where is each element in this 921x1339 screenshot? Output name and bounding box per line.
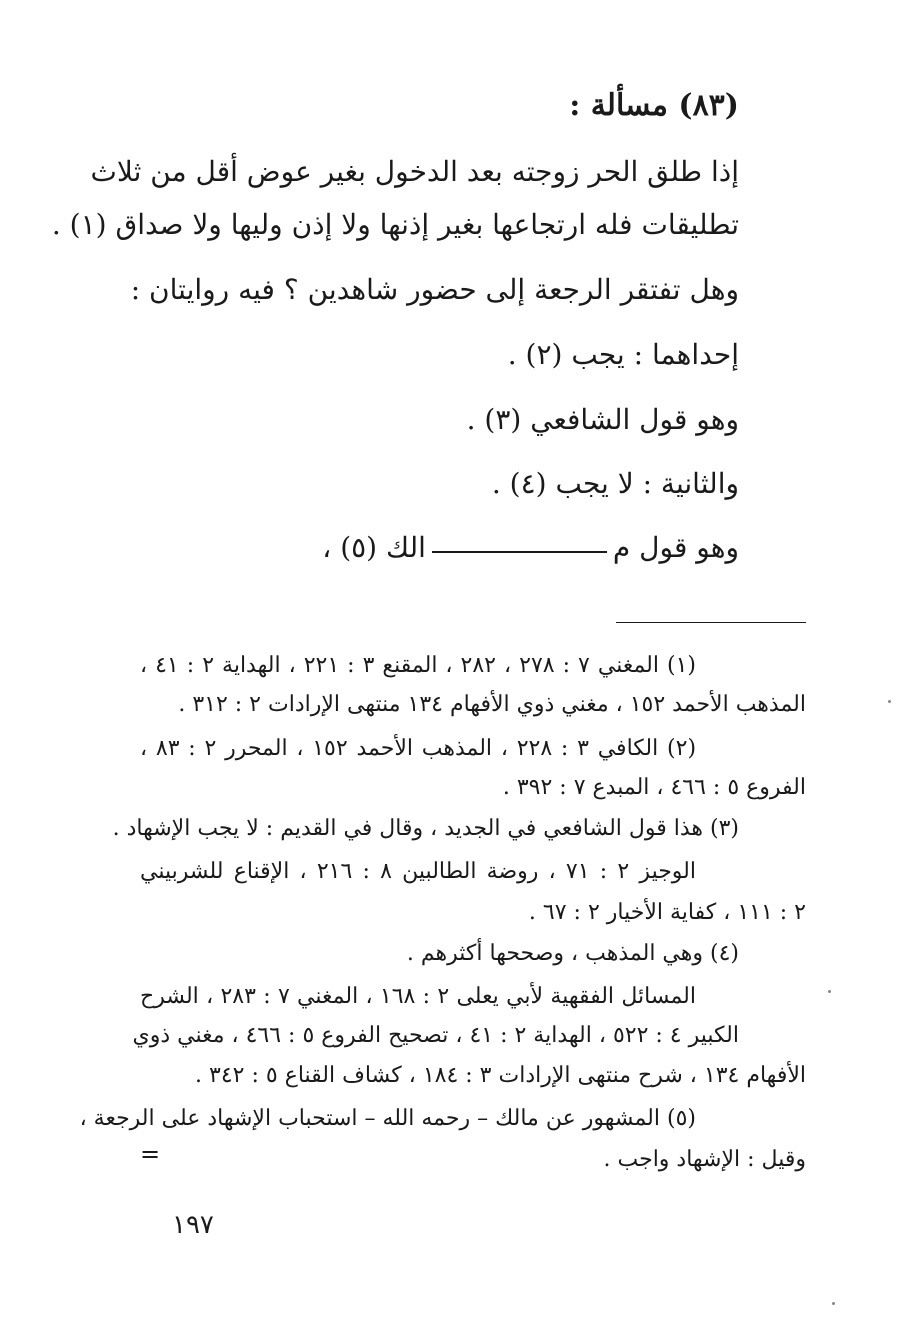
body-line-7-start: وهو قول م: [612, 531, 739, 564]
issue-heading: (٨٣) مسألة :: [569, 88, 739, 123]
continuation-mark: =: [140, 1140, 161, 1168]
scan-speck: [888, 700, 891, 703]
footnote-3-line-2: الوجيز ٢ : ٧١ ، روضة الطالبين ٨ : ٢١٦ ، الإقناع للشربيني: [140, 859, 696, 884]
footnote-2-line-1: (٢) الكافي ٣ : ٢٢٨ ، المذهب الأحمد ١٥٢ ، المحرر ٢ : ٨٣ ،: [140, 736, 697, 761]
footnote-4-line-1: (٤) وهي المذهب ، وصححها أكثرهم .: [406, 941, 739, 966]
footnote-4-line-3: الكبير ٤ : ٥٢٢ ، الهداية ٢ : ٤١ ، تصحيح الفروع ٥ : ٤٦٦ ، مغني ذوي: [132, 1023, 739, 1048]
body-line-5: وهو قول الشافعي (٣) .: [466, 403, 739, 436]
body-line-3: وهل تفتقر الرجعة إلى حضور شاهدين ؟ فيه روايتان :: [130, 273, 739, 306]
footnote-3-line-3: ٢ : ١١١ ، كفاية الأخيار ٢ : ٦٧ .: [528, 900, 806, 925]
body-line-4: إحداهما : يجب (٢) .: [507, 338, 739, 371]
footnote-5-line-2: وقيل : الإشهاد واجب .: [603, 1147, 806, 1172]
footnote-2-line-2: الفروع ٥ : ٤٦٦ ، المبدع ٧ : ٣٩٢ .: [502, 775, 806, 800]
footnote-1-line-1: (١) المغني ٧ : ٢٧٨ ، ٢٨٢ ، المقنع ٣ : ٢٢١ ، الهداية ٢ : ٤١ ،: [140, 653, 696, 678]
body-line-7: [322, 530, 739, 566]
page-number: ١٩٧: [172, 1210, 214, 1240]
scan-speck: [828, 990, 831, 993]
footnote-5-line-1: (٥) المشهور عن مالك – رحمه الله – استحباب الإشهاد على الرجعة ،: [79, 1106, 696, 1131]
body-line-6: والثانية : لا يجب (٤) .: [491, 467, 739, 500]
footnote-separator: [616, 622, 806, 623]
footnote-3-line-1: (٣) هذا قول الشافعي في الجديد ، وقال في القديم : لا يجب الإشهاد .: [112, 816, 739, 841]
footnote-4-line-4: الأفهام ١٣٤ ، شرح منتهى الإرادات ٣ : ١٨٤ ، كشاف القناع ٥ : ٣٤٢ .: [195, 1063, 806, 1088]
body-line-7-end: الك (٥) ،: [322, 531, 426, 564]
scan-speck: [832, 1302, 835, 1305]
body-line-2: تطليقات فله ارتجاعها بغير إذنها ولا إذن وليها ولا صداق (١) .: [51, 208, 739, 241]
body-line-1: إذا طلق الحر زوجته بعد الدخول بغير عوض أقل من ثلاث: [90, 155, 739, 188]
kashida-stretch: [432, 551, 607, 553]
footnote-1-line-2: المذهب الأحمد ١٥٢ ، مغني ذوي الأفهام ١٣٤ منتهى الإرادات ٢ : ٣١٢ .: [178, 692, 806, 717]
footnote-4-line-2: المسائل الفقهية لأبي يعلى ٢ : ١٦٨ ، المغني ٧ : ٢٨٣ ، الشرح: [140, 984, 696, 1009]
